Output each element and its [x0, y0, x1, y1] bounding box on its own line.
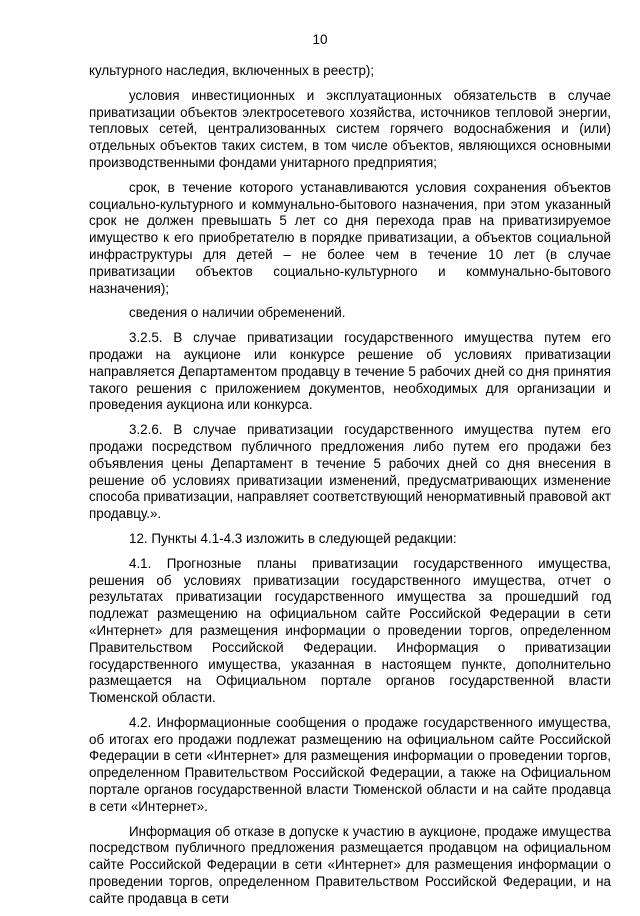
paragraph-encumbrances: сведения о наличии обременений.	[129, 305, 346, 321]
paragraph-auction-refusal: Информация об отказе в допуске к участию в аукционе, продаже имущества посредством публичного предложения размещается продавцом на официальном сайте Российской Федерации в сети «Интернет» для размещения информации о проведении торгов, определенном Правительством Российской Федерации, и на сайте продавца в сети	[89, 823, 611, 906]
paragraph-continuation: культурного наследия, включенных в реестр);	[89, 63, 375, 78]
paragraph-12: 12. Пункты 4.1-4.3 изложить в следующей редакции:	[129, 530, 457, 546]
paragraph-3-2-6: 3.2.6. В случае приватизации государственного имущества путем его продажи посредством публичного предложения либо путем его продажи без объявления цены Департамент в течение 5 рабочих дней со дня внесения в решение об условиях приватизации изменений, предусматривающих изменение способа приватизации, направляет соответствующий ненормативный правовой акт продавцу.».	[89, 422, 611, 522]
paragraph-4-1: 4.1. Прогнозные планы приватизации государственного имущества, решения об условиях приватизации государственного имущества, отчет о результатах приватизации государственного имущества за прошедший год подлежат размещению на официальном сайте Российской Федерации в сети «Интернет» для размещения информации о проведении торгов, определенном Правительством Российской Федерации. Информация о приватизации государственного имущества, указанная в настоящем пункте, дополнительно размещается на Официальном портале органов государственной власти Тюменской области.	[89, 555, 611, 706]
document-body	[89, 63, 611, 916]
paragraph-investment-conditions: условия инвестиционных и эксплуатационных обязательств в случае приватизации объектов электросетевого хозяйства, источников тепловой энергии, тепловых сетей, централизованных систем горячего водоснабжения и (или) отдельных объектов таких систем, в том числе объектов, являющихся основными производственными фондами унитарного предприятия;	[89, 87, 611, 170]
paragraph-4-2: 4.2. Информационные сообщения о продаже государственного имущества, об итогах его продажи подлежат размещению на официальном сайте Российской Федерации в сети «Интернет» для размещения информации о проведении торгов, определенном Правительством Российской Федерации, а также на Официальном портале органов государственной власти Тюменской области и на сайте продавца в сети «Интернет».	[89, 714, 611, 814]
paragraph-preservation-term: срок, в течение которого устанавливаются условия сохранения объектов социально-культурного и коммунально-бытового назначения, при этом указанный срок не должен превышать 5 лет со дня перехода прав на приватизируемое имущество к его приобретателю в порядке приватизации, а объектов социальной инфраструктуры для детей – не более чем в течение 10 лет (в случае приватизации объектов социально-культурного и коммунально-бытового назначения);	[89, 179, 611, 296]
paragraph-3-2-5: 3.2.5. В случае приватизации государственного имущества путем его продажи на аукционе или конкурсе решение об условиях приватизации направляется Департаментом продавцу в течение 5 рабочих дней со дня принятия такого решения с приложением документов, необходимых для организации и проведения аукциона или конкурса.	[89, 330, 611, 413]
page-number: 10	[312, 32, 328, 47]
